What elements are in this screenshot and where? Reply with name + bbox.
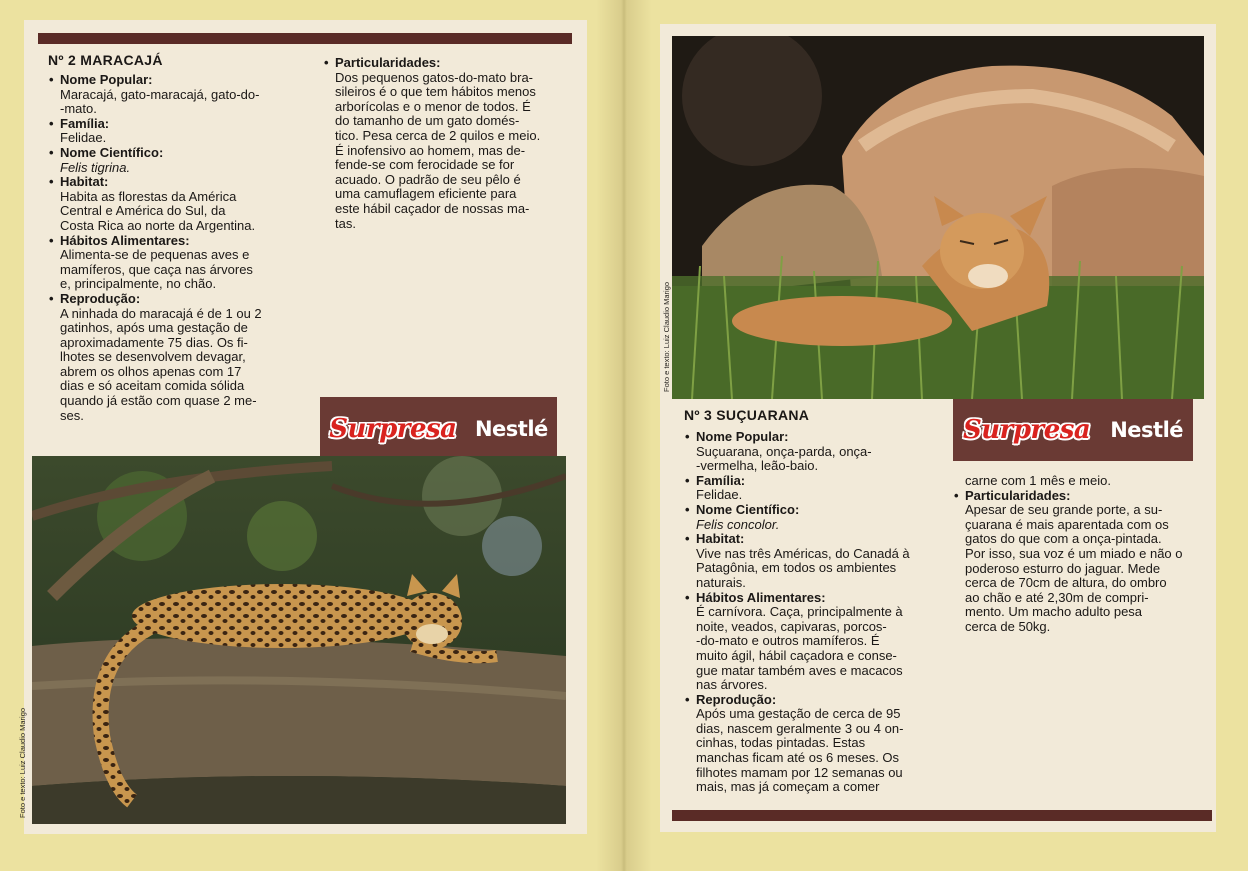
- right-particularidades-label: • Particularidades:: [951, 489, 1201, 504]
- right-column-2: [951, 474, 1201, 635]
- text-line: tico. Pesa cerca de 2 quilos e meio.: [335, 127, 541, 143]
- right-photo-credit: Foto e texto: Luiz Claudio Marigo: [662, 281, 671, 392]
- surpresa-logo: Surpresa: [329, 414, 457, 444]
- text-line: poderoso esturro do jaguar. Mede: [965, 560, 1161, 576]
- right-nome-popular-label: • Nome Popular:: [682, 430, 932, 445]
- text-line: acuado. O padrão de seu pêlo é: [335, 171, 521, 187]
- text-line: ao chão e até 2,30m de compri-: [965, 589, 1149, 605]
- right-nome-cientifico: [682, 503, 932, 532]
- text-line: muito ágil, hábil caçadora e conse-: [696, 647, 897, 663]
- right-nome-cientifico-label: • Nome Científico:: [682, 503, 932, 518]
- text-line: este hábil caçador de nossas ma-: [335, 200, 530, 216]
- text-line: naturais.: [696, 574, 746, 590]
- left-habitat-label: • Habitat:: [46, 175, 294, 190]
- text-line: dias e só aceitam comida sólida: [60, 378, 245, 394]
- right-brand-banner: [953, 399, 1193, 461]
- puma-photo: [672, 36, 1204, 399]
- left-particularidades: [321, 56, 569, 231]
- book-gutter: [596, 0, 652, 871]
- left-column-2: [321, 56, 569, 231]
- right-bottom-bar: [672, 810, 1212, 821]
- right-column-1: [682, 430, 932, 795]
- text-line: filhotes mamam por 12 semanas ou: [696, 764, 903, 780]
- left-familia-label: • Família:: [46, 117, 294, 132]
- text-line: aproximadamente 75 dias. Os fi-: [60, 334, 248, 350]
- text-line: do tamanho de um gato domés-: [335, 113, 520, 129]
- right-habitos: [682, 591, 932, 693]
- text-line: gatos do que com a onça-pintada.: [965, 531, 1162, 547]
- ocelot-illustration: [32, 456, 566, 824]
- text-line: -do-mato e outros mamíferos. É: [696, 633, 880, 649]
- text-line: Dos pequenos gatos-do-mato bra-: [335, 69, 534, 85]
- left-familia: [46, 117, 294, 146]
- left-reproducao: [46, 292, 294, 423]
- text-line: çuarana é mais aparentada com os: [965, 516, 1169, 532]
- nestle-logo: Nestlé: [1110, 418, 1184, 442]
- right-continuation: carne com 1 mês e meio.: [965, 473, 1111, 488]
- text-line: Habita as florestas da América: [60, 188, 237, 204]
- text-line: Suçuarana, onça-parda, onça-: [696, 443, 872, 459]
- text-line: gue matar também aves e macacos: [696, 662, 903, 678]
- right-familia: [682, 474, 932, 503]
- text-line: e, principalmente, no chão.: [60, 276, 217, 292]
- left-photo-credit: Foto e texto: Luiz Claudio Marigo: [18, 707, 27, 818]
- right-nome-cientifico-value: Felis concolor.: [696, 516, 780, 532]
- text-line: A ninhada do maracajá é de 1 ou 2: [60, 305, 262, 321]
- right-nome-popular: [682, 430, 932, 474]
- left-title: Nº 2 MARACAJÁ: [48, 52, 163, 68]
- text-line: fende-se com ferocidade se for: [335, 157, 515, 173]
- left-nome-cientifico-value: Felis tigrina.: [60, 159, 131, 175]
- left-habitat: [46, 175, 294, 233]
- right-particularidades: [951, 489, 1201, 635]
- text-line: Patagônia, em todos os ambientes: [696, 560, 897, 576]
- text-line: cinhas, todas pintadas. Estas: [696, 735, 866, 751]
- text-line: mento. Um macho adulto pesa: [965, 604, 1143, 620]
- surpresa-logo: Surpresa: [962, 415, 1091, 445]
- left-nome-popular-label: • Nome Popular:: [46, 73, 294, 88]
- text-line: sileiros é o que tem hábitos menos: [335, 84, 536, 100]
- text-line: Costa Rica ao norte da Argentina.: [60, 217, 256, 233]
- text-line: mais, mas já começam a comer: [696, 779, 880, 795]
- left-nome-cientifico: [46, 146, 294, 175]
- text-line: tas.: [335, 215, 356, 231]
- text-line: nas árvores.: [696, 677, 768, 693]
- right-familia-label: • Família:: [682, 474, 932, 489]
- text-line: É carnívora. Caça, principalmente à: [696, 604, 903, 620]
- text-line: noite, veados, capivaras, porcos-: [696, 618, 887, 634]
- left-habitos-label: • Hábitos Alimentares:: [46, 234, 294, 249]
- right-reproducao: [682, 693, 932, 795]
- right-habitos-label: • Hábitos Alimentares:: [682, 591, 932, 606]
- left-nome-popular: [46, 73, 294, 117]
- text-line: quando já estão com quase 2 me-: [60, 393, 257, 409]
- left-top-bar: [38, 33, 572, 44]
- right-habitat-label: • Habitat:: [682, 532, 932, 547]
- text-line: lhotes se desenvolvem devagar,: [60, 349, 246, 365]
- text-line: ses.: [60, 407, 84, 423]
- text-line: cerca de 70cm de altura, do ombro: [965, 575, 1167, 591]
- text-line: arborícolas e o menor de todos. É: [335, 98, 531, 114]
- left-particularidades-label: • Particularidades:: [321, 56, 569, 71]
- text-line: Central e América do Sul, da: [60, 203, 226, 219]
- right-habitat: [682, 532, 932, 590]
- text-line: Por isso, sua voz é um miado e não o: [965, 545, 1183, 561]
- left-familia-value: Felidae.: [60, 130, 107, 146]
- text-line: mamíferos, que caça nas árvores: [60, 261, 253, 277]
- ocelot-photo: [32, 456, 566, 824]
- text-line: uma camuflagem eficiente para: [335, 186, 517, 202]
- left-reproducao-label: • Reprodução:: [46, 292, 294, 307]
- text-line: É inofensivo ao homem, mas de-: [335, 142, 526, 158]
- text-line: Alimenta-se de pequenas aves e: [60, 247, 250, 263]
- text-line: Após uma gestação de cerca de 95: [696, 706, 901, 722]
- text-line: abrem os olhos apenas com 17: [60, 363, 242, 379]
- text-line: Vive nas três Américas, do Canadá à: [696, 545, 910, 561]
- left-habitos: [46, 234, 294, 292]
- text-line: Apesar de seu grande porte, a su-: [965, 502, 1163, 518]
- text-line: Maracajá, gato-maracajá, gato-do-: [60, 86, 260, 102]
- text-line: -vermelha, leão-baio.: [696, 458, 819, 474]
- text-line: cerca de 50kg.: [965, 618, 1051, 634]
- left-nome-cientifico-label: • Nome Científico:: [46, 146, 294, 161]
- text-line: dias, nascem geralmente 3 ou 4 on-: [696, 720, 904, 736]
- left-column-1: [46, 73, 294, 423]
- nestle-logo: Nestlé: [474, 417, 548, 441]
- left-brand-banner: [320, 397, 557, 461]
- text-line: manchas ficam até os 6 meses. Os: [696, 750, 900, 766]
- text-line: gatinhos, após uma gestação de: [60, 320, 248, 336]
- right-title: Nº 3 SUÇUARANA: [684, 407, 810, 423]
- right-familia-value: Felidae.: [696, 487, 743, 503]
- puma-illustration: [672, 36, 1204, 399]
- text-line: -mato.: [60, 101, 97, 117]
- right-reproducao-label: • Reprodução:: [682, 693, 932, 708]
